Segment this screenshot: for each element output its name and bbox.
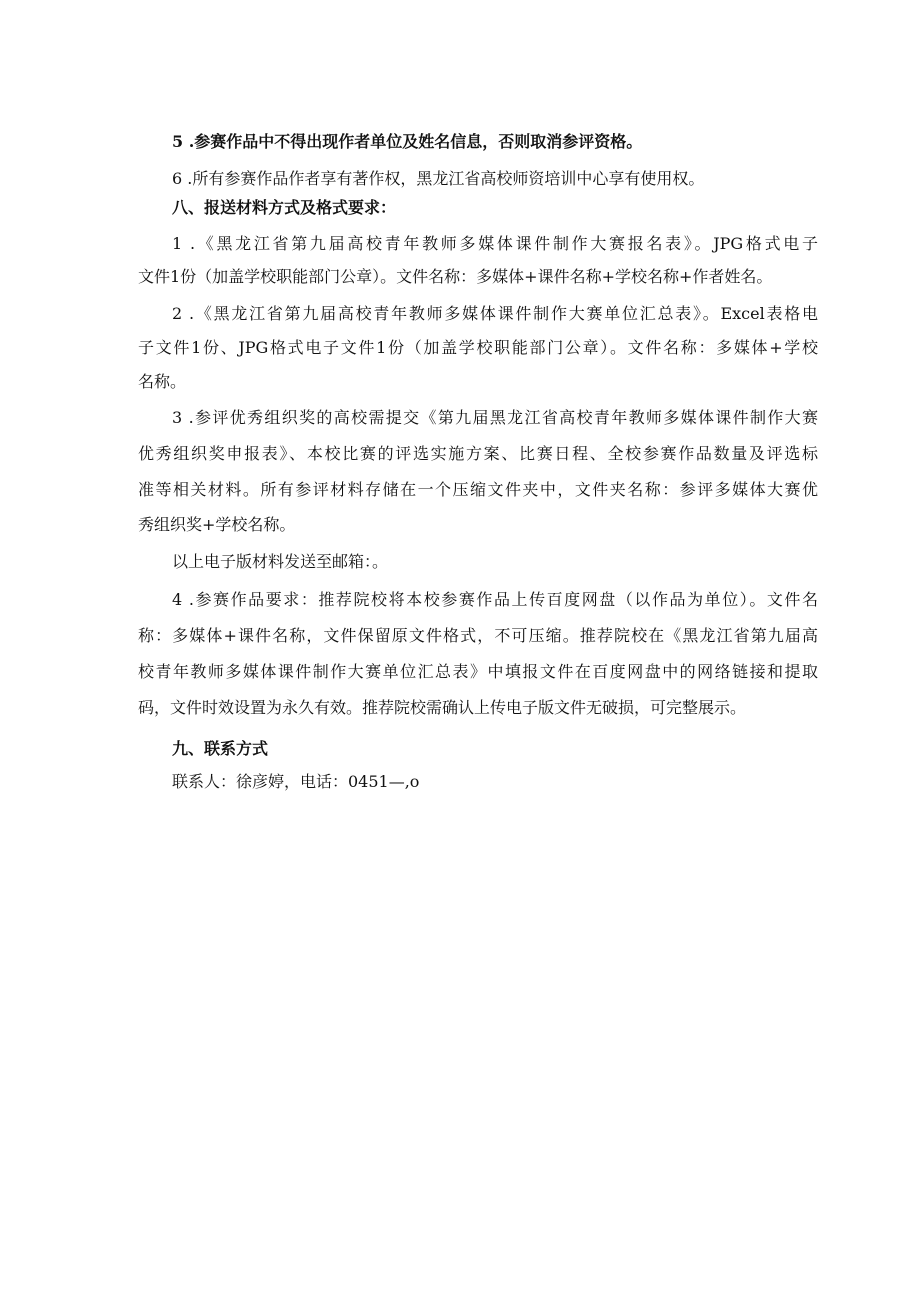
item-3-line-2: 优秀组织奖申报表》、本校比赛的评选实施方案、比赛日程、全校参赛作品数量及评选标 — [138, 444, 818, 463]
item-4-line-2: 称：多媒体+课件名称，文件保留原文件格式，不可压缩。推荐院校在《黑龙江省第九届高 — [138, 626, 818, 645]
item-4-line-1: 4 .参赛作品要求：推荐院校将本校参赛作品上传百度网盘（以作品为单位）。文件名 — [172, 590, 818, 609]
item-3-line-4: 秀组织奖+学校名称。 — [138, 515, 296, 534]
rule-item-5: 5 .参赛作品中不得出现作者单位及姓名信息，否则取消参评资格。 — [172, 132, 643, 151]
item-2-line-1: 2 .《黑龙江省第九届高校青年教师多媒体课件制作大赛单位汇总表》。Excel表格电 — [172, 304, 818, 323]
contact-info: 联系人：徐彦婷，电话：0451—,o — [172, 772, 420, 791]
item-3-line-3: 准等相关材料。所有参评材料存储在一个压缩文件夹中，文件夹名称：参评多媒体大赛优 — [138, 480, 818, 499]
section-heading-9: 九、联系方式 — [172, 739, 269, 758]
item-2-line-2: 子文件1份、JPG格式电子文件1份（加盖学校职能部门公章）。文件名称：多媒体+学校 — [138, 338, 818, 357]
item-4-line-4: 码，文件时效设置为永久有效。推荐院校需确认上传电子版文件无破损，可完整展示。 — [138, 698, 747, 717]
section-heading-8: 八、报送材料方式及格式要求： — [172, 198, 397, 217]
item-1-line-2: 文件1份（加盖学校职能部门公章）。文件名称：多媒体+课件名称+学校名称+作者姓名。 — [138, 267, 773, 286]
item-3-line-1: 3 .参评优秀组织奖的高校需提交《第九届黑龙江省高校青年教师多媒体课件制作大赛 — [172, 408, 818, 427]
item-2-line-3: 名称。 — [138, 372, 187, 391]
item-1-line-1: 1 .《黑龙江省第九届高校青年教师多媒体课件制作大赛报名表》。JPG格式电子 — [172, 234, 818, 253]
rule-item-6: 6 .所有参赛作品作者享有著作权，黑龙江省高校师资培训中心享有使用权。 — [172, 169, 705, 188]
email-note: 以上电子版材料发送至邮箱：。 — [172, 552, 389, 571]
item-4-line-3: 校青年教师多媒体课件制作大赛单位汇总表》中填报文件在百度网盘中的网络链接和提取 — [138, 662, 818, 681]
